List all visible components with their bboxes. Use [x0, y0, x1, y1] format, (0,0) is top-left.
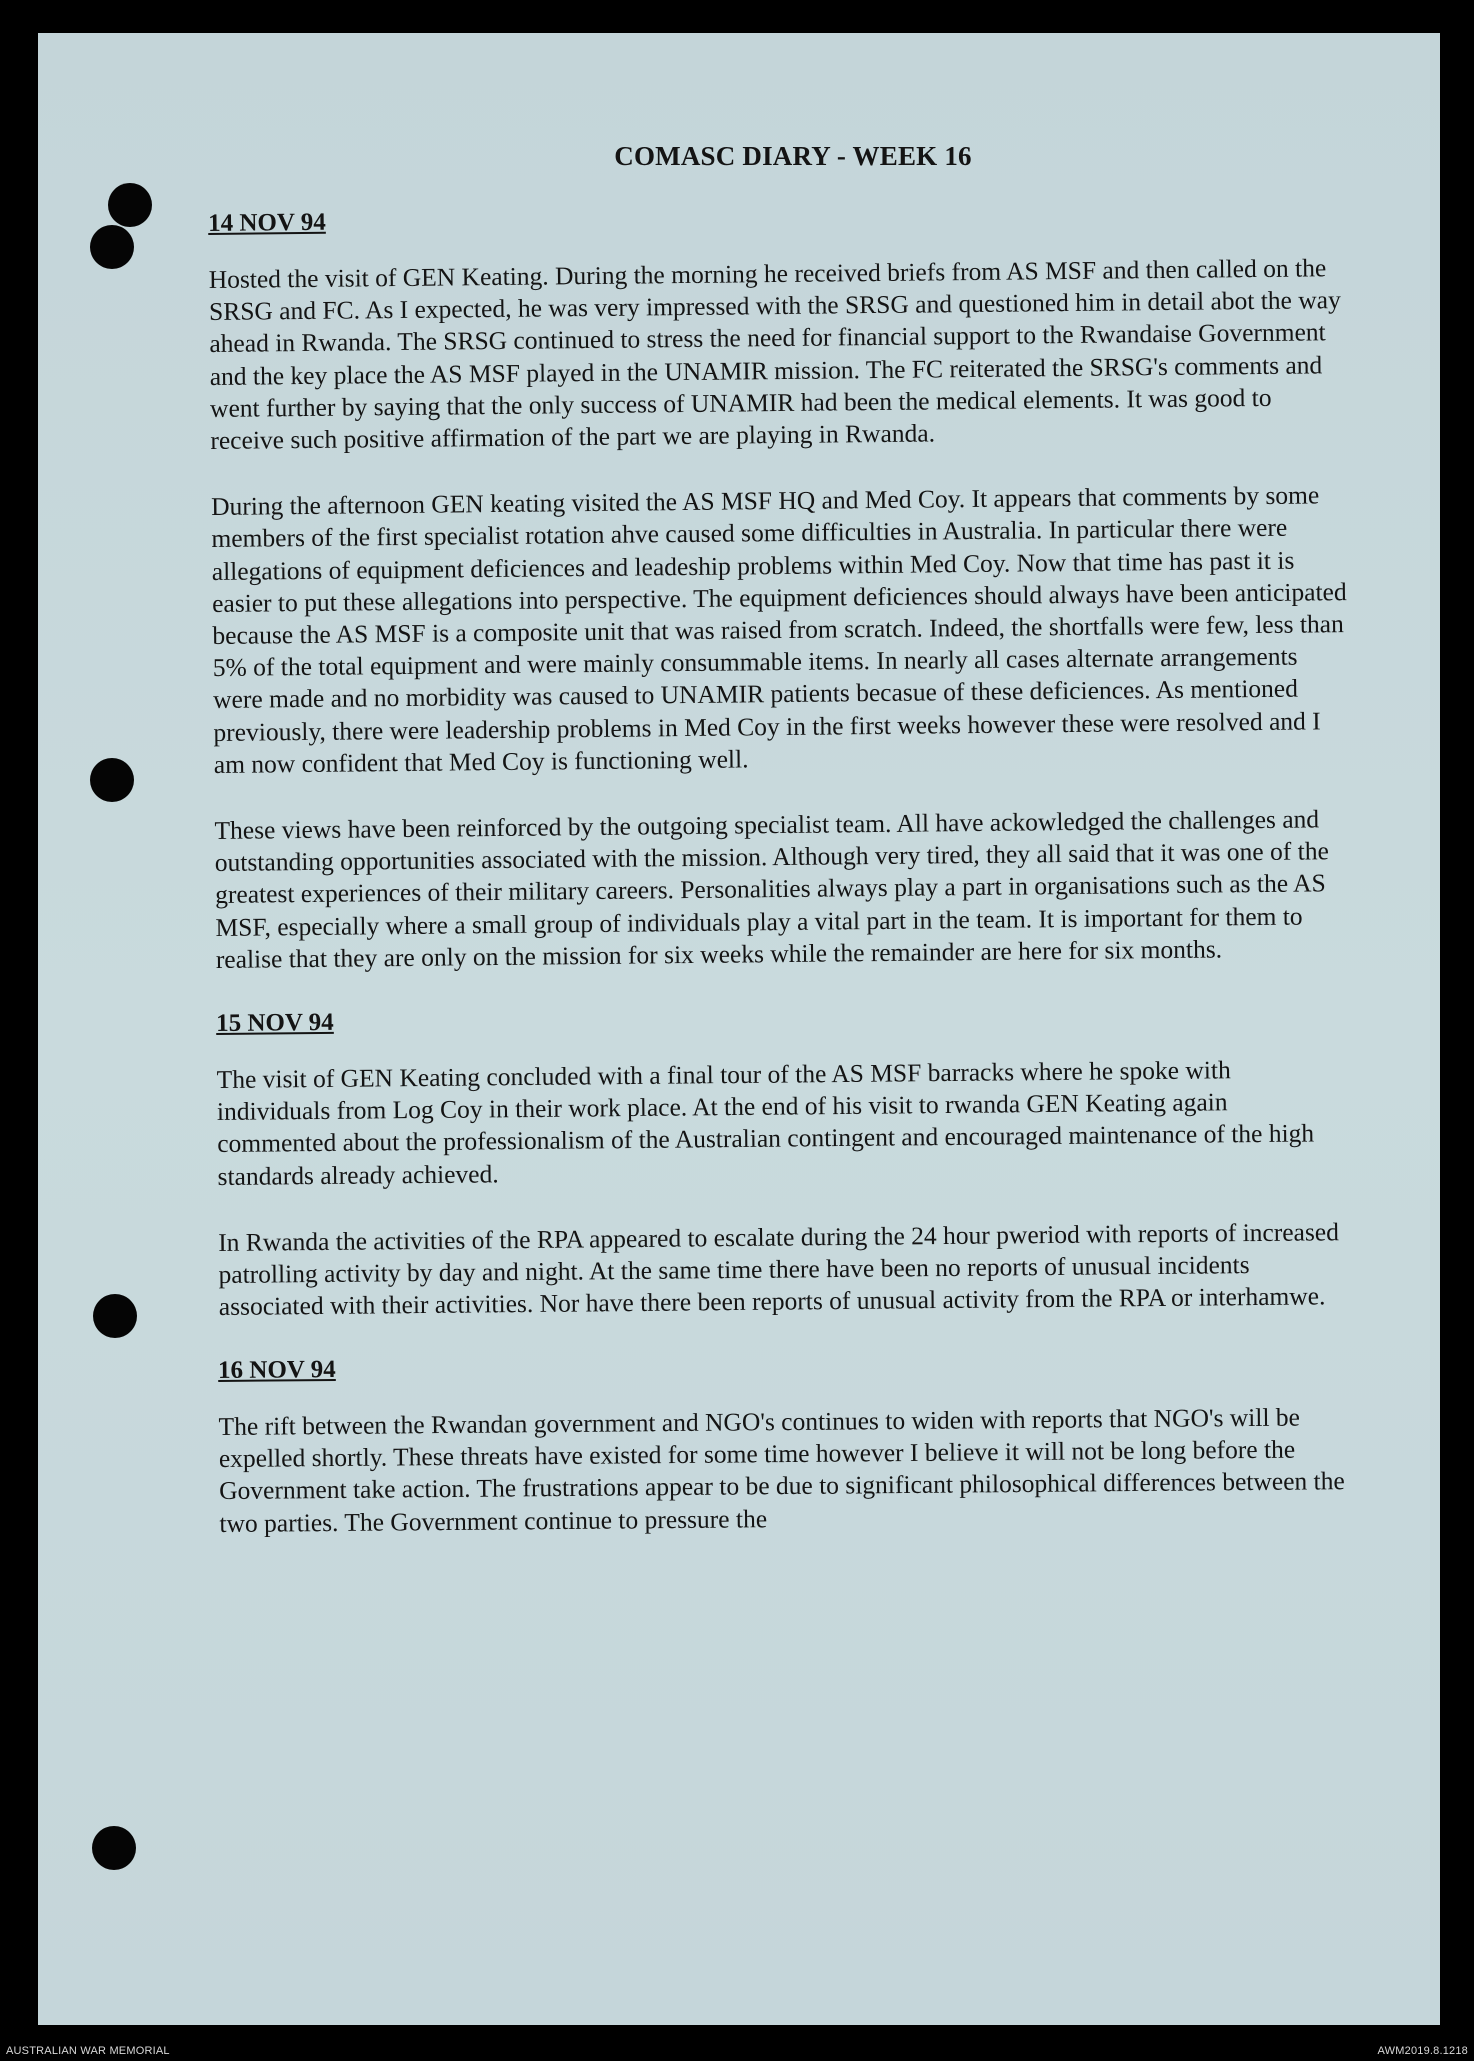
punch-hole — [108, 183, 152, 227]
entry-paragraph: These views have been reinforced by the outgoing specialist team. All have ackowledged the challenges and outstanding opportunities associated with the mission. Although very tired, they all said that it was one of the greatest experiences of their military careers. Personalities always play a part in organisations such as the AS MSF, especially where a small group of individuals play a vital part in the team. It is important for them to realise that they are only on the mission for six weeks while the remainder are here for six months. — [214, 804, 1329, 974]
entry-date: 15 NOV 94 — [216, 1008, 334, 1038]
page-title: COMASC DIARY - WEEK 16 — [614, 141, 972, 171]
entry-date: 14 NOV 94 — [208, 208, 326, 237]
diary-entry — [208, 198, 1356, 976]
punch-hole — [92, 1826, 136, 1870]
punch-hole — [90, 225, 134, 269]
diary-entry — [216, 999, 1351, 1323]
document-page — [38, 33, 1440, 2025]
diary-entry — [218, 1348, 1350, 1541]
entry-paragraph: The visit of GEN Keating concluded with a final tour of the AS MSF barracks where he spoke with individuals from Log Coy in their work place. At the end of his visit to rwanda GEN Keating again commented about the professionalism of the Australian contingent and encouraged maintenance of the high standards already achieved. — [216, 1055, 1315, 1191]
entry-date: 16 NOV 94 — [218, 1356, 336, 1385]
punch-hole — [93, 1294, 137, 1338]
entry-paragraph: Hosted the visit of GEN Keating. During the morning he received briefs from AS MSF and then called on the SRSG and FC. As I expected, he was very impressed with the SRSG and questioned him in detail abot the way ahead in Rwanda. The SRSG continued to stress the need for financial support to the Rwandaise Government and the key place the AS MSF played in the UNAMIR mission. The FC reiterated the SRSG's comments and went further by saying that the only success of UNAMIR had been the medical elements. It was good to receive such positive affirmation of the part we are playing in Rwanda. — [208, 253, 1341, 456]
entry-paragraph: In Rwanda the activities of the RPA appeared to escalate during the 24 hour pweriod with reports of increased patrolling activity by day and night. At the same time there have been no reports of unusual incidents associated with their activities. Nor have there been reports of unusual activity from the RPA or interhamwe. — [218, 1217, 1340, 1322]
entry-paragraph: The rift between the Rwandan government and NGO's continues to widen with reports that NGO's will be expelled shortly. These threats have existed for some time however I believe it will not be long before the Government take action. The frustrations appear to be due to significant philosophical differences between the two parties. The Government continue to pressure the — [218, 1403, 1345, 1539]
punch-hole — [90, 758, 134, 802]
footer-institution: AUSTRALIAN WAR MEMORIAL — [6, 2045, 170, 2057]
diary-text — [208, 141, 1348, 1574]
footer-reference: AWM2019.8.1218 — [1377, 2045, 1468, 2057]
entry-paragraph: During the afternoon GEN keating visited the AS MSF HQ and Med Coy. It appears that comments by some members of the first specialist rotation ahve caused some difficulties in Australia. In particular there were allegations of equipment deficiences and leadeship problems within Med Coy. Now that time has past it is easier to put these allegations into perspective. The equipment deficiences should always have been anticipated because the AS MSF is a composite unit that was raised from scratch. Indeed, the shortfalls were few, less than 5% of the total equipment and were mainly consummable items. In nearly all cases alternate arrangements were made and no morbidity was caused to UNAMIR patients becasue of these deficiences. As mentioned previously, there were leadership problems in Med Coy in the first weeks however these were resolved and I am now confident that Med Coy is functioning well. — [210, 480, 1347, 779]
